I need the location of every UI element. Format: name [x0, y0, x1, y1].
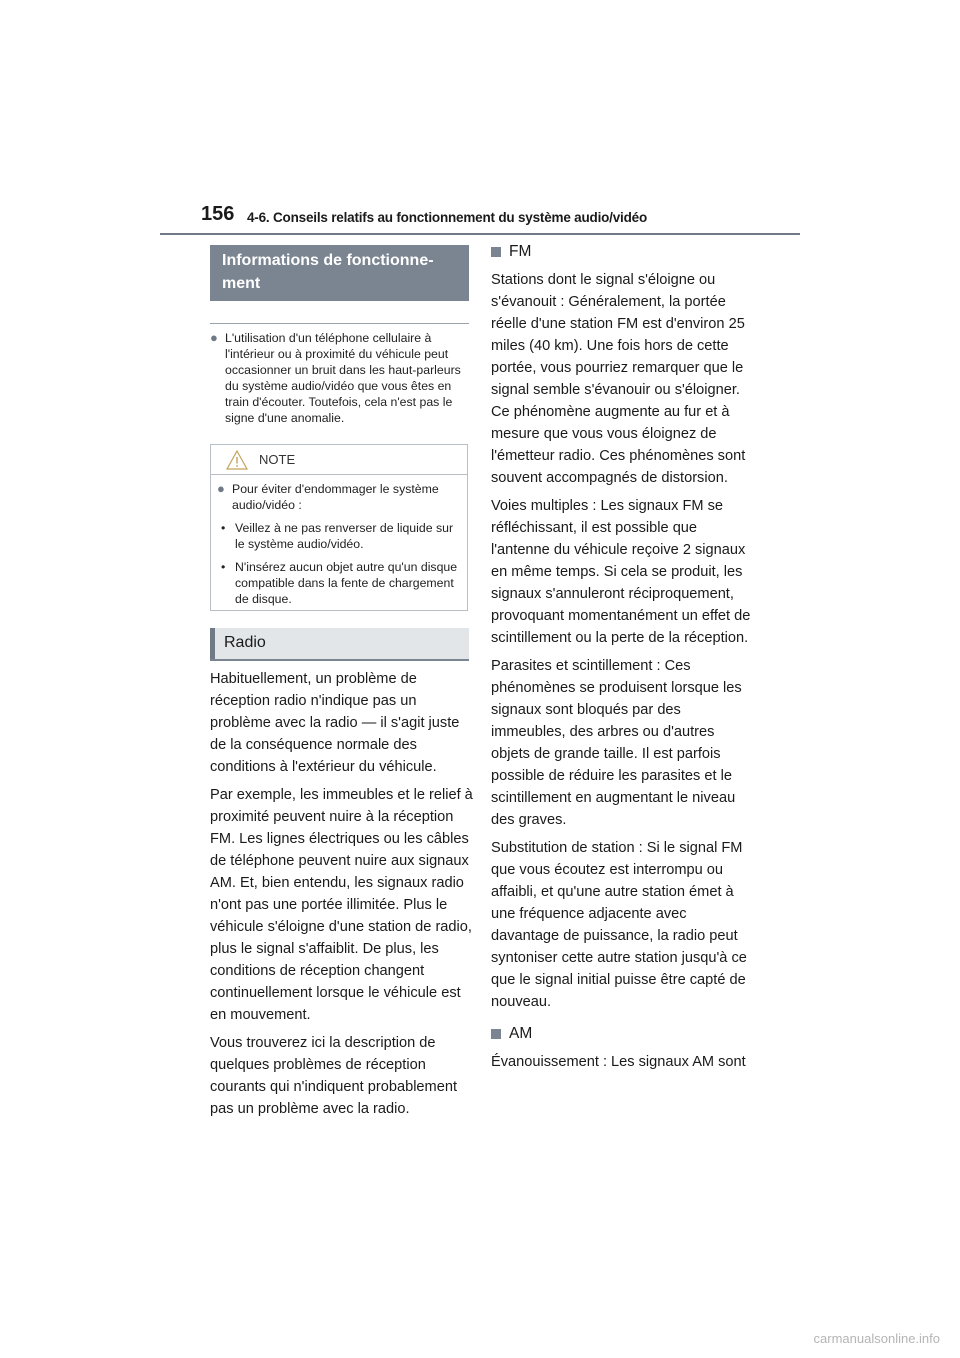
bullet-icon: ● — [210, 330, 218, 345]
section-title: 4-6. Conseils relatifs au fonctionnement du système audio/vidéo — [247, 210, 647, 225]
note-item-text: Veillez à ne pas renverser de liquide sur le système audio/vidéo. — [235, 521, 454, 551]
right-column — [491, 241, 756, 1079]
square-bullet-icon — [491, 1029, 501, 1039]
info-divider — [210, 323, 469, 324]
info-section-title — [210, 245, 469, 301]
radio-paragraph: Habituellement, un problème de réception radio n'indique pas un problème avec la radio — il s'agit juste de la conséquence normale des conditions à l'extérieur du véhicule. — [210, 671, 460, 775]
note-header — [211, 445, 467, 475]
fm-paragraph: Voies multiples : Les signaux FM se réfléchissant, il est possible que l'antenne du véhicule reçoive 2 signaux en même temps. Si cela se produit, les signaux s'annuleront réciproquement, provoquant momentanément un effet de scintillement ou la perte de la réception. — [491, 498, 751, 646]
fm-paragraph: Stations dont le signal s'éloigne ou s'évanouit : Généralement, la portée réelle d'une station FM est d'environ 25 miles (40 km). Une fois hors de cette portée, vous pourriez remarquer que le signal semble s'évanouir ou s'éloigner. Ce phénomène augmente au fur et à mesure que vous vous éloignez de l'émetteur radio. Ces phénomènes sont souvent accompagnés de distorsion. — [491, 272, 746, 486]
bullet-icon: ● — [217, 481, 225, 496]
radio-body — [210, 668, 475, 1126]
am-paragraph: Évanouissement : Les signaux AM sont — [491, 1054, 746, 1070]
info-bullet — [210, 330, 472, 426]
list-dot-icon: • — [221, 560, 226, 574]
fm-title: FM — [509, 243, 532, 260]
note-box — [210, 444, 468, 611]
fm-paragraph: Substitution de station : Si le signal FM que vous écoutez est interrompu ou affaibli, et qu'une autre station émet à une fréquence adjacente avec davantage de puissance, la radio peut syntoniser cette autre station jusqu'à ce que le signal initial puisse être capté de nouveau. — [491, 840, 747, 1010]
warning-triangle-icon — [226, 450, 248, 470]
am-subheading — [491, 1023, 756, 1045]
fm-subheading — [491, 241, 756, 263]
radio-paragraph: Vous trouverez ici la description de quelques problèmes de réception courants qui n'indiquent probablement pas un problème avec la radio. — [210, 1035, 457, 1117]
list-dot-icon: • — [221, 521, 226, 535]
radio-header-accent — [210, 628, 215, 659]
note-label: NOTE — [259, 452, 296, 467]
page-number: 156 — [201, 203, 235, 225]
note-item — [217, 520, 461, 552]
info-section-title-text: Informations de fonctionne- ment — [222, 252, 434, 292]
header-divider — [160, 233, 800, 235]
fm-paragraph: Parasites et scintillement : Ces phénomènes se produisent lorsque les signaux sont bloqués par des immeubles, des arbres ou d'autres objets de grande taille. Il est parfois possible de réduire les parasites et le scintillement en augmentant le niveau des graves. — [491, 658, 742, 828]
note-item-text: N'insérez aucun objet autre qu'un disque compatible dans la fente de chargement de disque. — [235, 560, 458, 606]
note-item — [217, 559, 461, 607]
square-bullet-icon — [491, 247, 501, 257]
am-title: AM — [509, 1025, 533, 1042]
note-bullet-text: Pour éviter d'endommager le système audio/vidéo : — [232, 482, 439, 512]
radio-section-header — [210, 628, 469, 661]
info-bullet-text: L'utilisation d'un téléphone cellulaire à l'intérieur ou à proximité du véhicule peut occasionner un bruit dans les haut-parleurs du système audio/vidéo que vous êtes en train d'écouter. Toutefois, cela n'est pas le signe d'une anomalie. — [225, 331, 461, 425]
radio-section-title: Radio — [224, 634, 266, 651]
radio-paragraph: Par exemple, les immeubles et le relief à proximité peuvent nuire à la réception FM. Les lignes électriques ou les câbles de téléphone peuvent nuire aux signaux AM. Et, bien entendu, les signaux radio n'ont pas une portée illimitée. Plus le véhicule s'éloigne d'une station de radio, plus le signal s'affaiblit. De plus, les conditions de réception changent continuellement lorsque le véhicule est en mouvement. — [210, 787, 473, 1023]
note-body — [211, 475, 467, 607]
watermark: carmanualsonline.info — [813, 1331, 940, 1346]
